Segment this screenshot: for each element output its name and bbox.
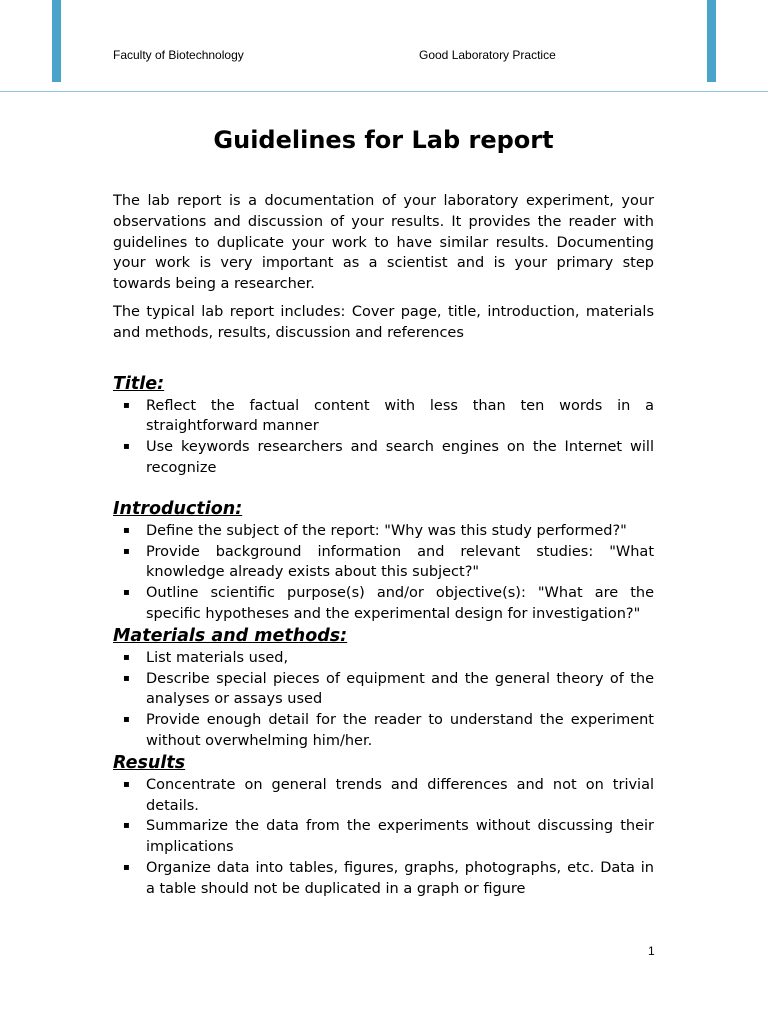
bullet-icon: ▪ — [123, 587, 130, 599]
page-number: 1 — [648, 944, 655, 958]
list-item-text: List materials used, — [146, 649, 289, 666]
header-left-accent-bar — [52, 0, 61, 82]
header-divider — [0, 91, 768, 92]
list-item-text: Outline scientific purpose(s) and/or objective(s): "What are the specific hypotheses and the experimental design for investigation?" — [146, 585, 654, 622]
materials-methods-list — [113, 648, 654, 752]
document-title: Guidelines for Lab report — [213, 126, 554, 154]
list-item-text: Use keywords researchers and search engines on the Internet will recognize — [146, 439, 654, 476]
intro-paragraph-2: The typical lab report includes: Cover page, title, introduction, materials and methods, results, discussion and references — [113, 303, 654, 341]
header-course: Good Laboratory Practice — [419, 48, 556, 62]
list-item-text: Concentrate on general trends and differences and not on trivial details. — [146, 776, 654, 814]
section-heading-title: Title: — [113, 373, 165, 394]
header-right-accent-bar — [707, 0, 716, 82]
list-item — [113, 396, 654, 438]
list-item-text: Organize data into tables, figures, graphs, photographs, etc. Data in a table should not be duplicated in a graph or figure — [146, 859, 654, 897]
bullet-icon: ▪ — [123, 441, 130, 453]
list-item — [113, 775, 654, 817]
list-item-text: Describe special pieces of equipment and the general theory of the analyses or assays used — [146, 670, 654, 708]
list-item — [113, 583, 654, 625]
bullet-icon: ▪ — [123, 651, 130, 663]
header-faculty: Faculty of Biotechnology — [113, 48, 244, 62]
document-body — [113, 120, 654, 900]
bullet-icon: ▪ — [123, 714, 130, 726]
list-item — [113, 542, 654, 584]
list-item — [113, 437, 654, 479]
list-item-text: Summarize the data from the experiments without discussing their implications — [146, 818, 654, 856]
list-item — [113, 710, 654, 752]
intro-paragraph-1: The lab report is a documentation of your laboratory experiment, your observations and discussion of your results. It provides the reader with guidelines to duplicate your work to have similar results. Documenting your work is very important as a scientist and is your primary step towards being a researcher. — [113, 193, 654, 293]
bullet-icon: ▪ — [123, 778, 130, 790]
section-heading-introduction: Introduction: — [113, 498, 243, 519]
bullet-icon: ▪ — [123, 399, 130, 411]
section-heading-results: Results — [113, 752, 186, 773]
bullet-icon: ▪ — [123, 820, 130, 832]
results-list — [113, 775, 654, 900]
list-item-text: Provide background information and relevant studies: "What knowledge already exists about this subject?" — [146, 543, 654, 581]
bullet-icon: ▪ — [123, 545, 130, 557]
bullet-icon: ▪ — [123, 861, 130, 873]
list-item — [113, 669, 654, 711]
bullet-icon: ▪ — [123, 672, 130, 684]
introduction-guidelines-list — [113, 521, 654, 625]
list-item — [113, 521, 654, 542]
list-item — [113, 648, 654, 669]
list-item-text: Define the subject of the report: "Why was this study performed?" — [146, 522, 627, 539]
list-item-text: Provide enough detail for the reader to understand the experiment without overwhelming him/her. — [146, 712, 654, 749]
section-heading-materials-methods: Materials and methods: — [113, 625, 348, 646]
bullet-icon: ▪ — [123, 524, 130, 536]
list-item — [113, 816, 654, 858]
list-item-text: Reflect the factual content with less than ten words in a straightforward manner — [146, 397, 654, 435]
list-item — [113, 858, 654, 900]
title-guidelines-list — [113, 396, 654, 479]
